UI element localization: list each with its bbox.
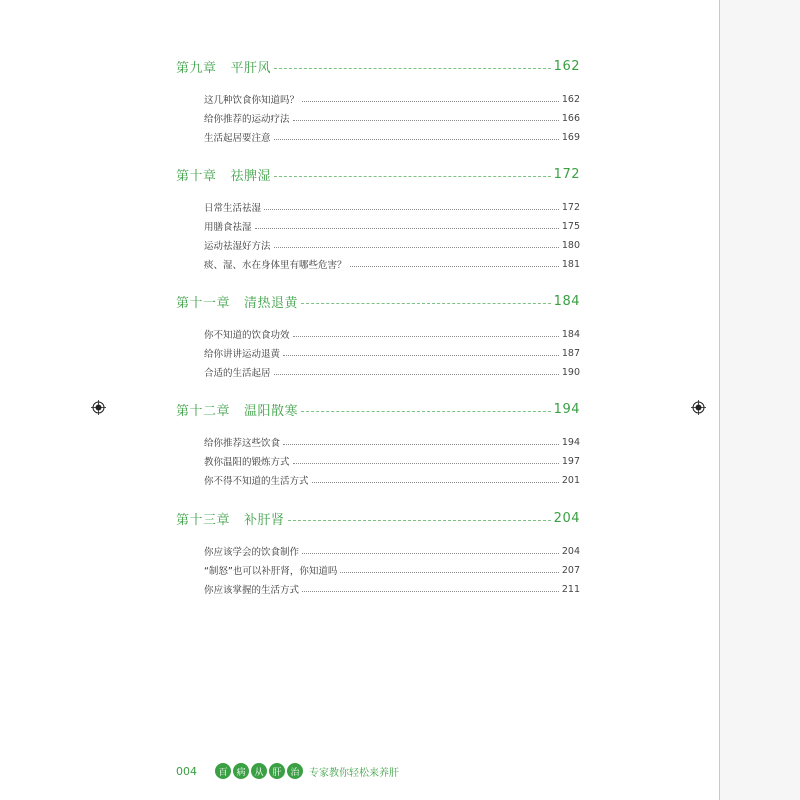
dot-leader <box>288 520 551 521</box>
chapter-number: 第十二章 <box>176 403 231 419</box>
entry-title: 你不得不知道的生活方式 <box>204 476 309 487</box>
toc-entry[interactable] <box>204 326 580 342</box>
dot-leader <box>274 139 559 140</box>
series-char: 肝 <box>269 763 285 779</box>
toc-entry[interactable] <box>204 129 580 145</box>
entry-page: 194 <box>561 436 580 448</box>
dot-leader <box>283 444 559 445</box>
entry-title: 给你推荐的运动疗法 <box>204 114 290 125</box>
entry-title: 运动祛湿好方法 <box>204 241 271 252</box>
dot-leader <box>350 266 559 267</box>
dot-leader <box>301 411 551 412</box>
dot-leader <box>274 247 559 248</box>
chapter-heading[interactable] <box>176 398 580 420</box>
dot-leader <box>302 101 559 102</box>
dot-leader <box>293 463 559 464</box>
entry-title: 痰、湿、水在身体里有哪些危害？ <box>204 260 347 271</box>
toc-entry[interactable] <box>204 581 580 597</box>
series-logo <box>215 763 303 779</box>
toc-entry[interactable] <box>204 110 580 126</box>
entry-title: 生活起居要注意 <box>204 133 271 144</box>
toc-entry[interactable] <box>204 543 580 559</box>
chapter-number: 第十三章 <box>176 512 231 528</box>
dot-leader <box>274 374 559 375</box>
dot-leader <box>264 209 559 210</box>
dot-leader <box>302 591 559 592</box>
entry-title: 你应该掌握的生活方式 <box>204 585 300 596</box>
toc-entry[interactable] <box>204 562 580 578</box>
entry-page: 169 <box>561 131 580 143</box>
chapter-number: 第十一章 <box>176 295 231 311</box>
footer-page-number: 004 <box>176 764 197 778</box>
chapter-title: 温阳散寒 <box>244 403 299 419</box>
series-char: 病 <box>233 763 249 779</box>
page-gutter <box>719 0 800 800</box>
entry-page: 166 <box>561 112 580 124</box>
entry-title: 日常生活祛湿 <box>204 203 262 214</box>
chapter-heading[interactable] <box>176 55 580 77</box>
entry-page: 211 <box>561 583 580 595</box>
entry-title: 给你推荐这些饮食 <box>204 438 281 449</box>
entry-page: 201 <box>561 474 580 486</box>
footer-book-title: 专家教你轻松来养肝 <box>309 767 399 779</box>
entry-page: 197 <box>561 455 580 467</box>
page-footer <box>176 762 399 780</box>
entry-page: 175 <box>561 220 580 232</box>
chapter-heading[interactable] <box>176 163 580 185</box>
series-char: 治 <box>287 763 303 779</box>
series-char: 百 <box>215 763 231 779</box>
entry-page: 172 <box>561 201 580 213</box>
chapter-page: 162 <box>553 58 580 74</box>
entry-title: 教你温阳的锻炼方式 <box>204 457 290 468</box>
dot-leader <box>293 120 559 121</box>
entry-title: 用膳食祛湿 <box>204 222 252 233</box>
entry-title: 你不知道的饮食功效 <box>204 330 290 341</box>
entry-page: 181 <box>561 258 580 270</box>
toc-entry[interactable] <box>204 472 580 488</box>
dot-leader <box>255 228 559 229</box>
dot-leader <box>340 572 559 573</box>
chapter-number: 第十章 <box>176 168 217 184</box>
toc-entry[interactable] <box>204 345 580 361</box>
dot-leader <box>283 355 559 356</box>
chapter-heading[interactable] <box>176 507 580 529</box>
dot-leader <box>293 336 559 337</box>
dot-leader <box>302 553 559 554</box>
entry-title: 你应该学会的饮食制作 <box>204 547 300 558</box>
entry-page: 187 <box>561 347 580 359</box>
toc-entry[interactable] <box>204 91 580 107</box>
toc-entry[interactable] <box>204 434 580 450</box>
chapter-number: 第九章 <box>176 60 217 76</box>
toc-entry[interactable] <box>204 237 580 253</box>
entry-page: 184 <box>561 328 580 340</box>
toc-entry[interactable] <box>204 453 580 469</box>
toc-entry[interactable] <box>204 218 580 234</box>
chapter-heading[interactable] <box>176 290 580 312</box>
chapter-title: 清热退黄 <box>244 295 299 311</box>
series-char: 从 <box>251 763 267 779</box>
chapter-page: 204 <box>553 510 580 526</box>
chapter-title: 补肝肾 <box>244 512 285 528</box>
entry-page: 180 <box>561 239 580 251</box>
dot-leader <box>312 482 559 483</box>
entry-page: 190 <box>561 366 580 378</box>
entry-title: 给你讲讲运动退黄 <box>204 349 281 360</box>
dot-leader <box>274 176 551 177</box>
chapter-page: 184 <box>553 293 580 309</box>
entry-title: “制怒”也可以补肝肾，你知道吗 <box>204 566 338 577</box>
toc-entry[interactable] <box>204 364 580 380</box>
dot-leader <box>274 68 551 69</box>
toc-entry[interactable] <box>204 199 580 215</box>
entry-page: 207 <box>561 564 580 576</box>
chapter-title: 祛脾湿 <box>230 168 272 184</box>
entry-page: 204 <box>561 545 580 557</box>
chapter-page: 172 <box>553 166 580 182</box>
chapter-page: 194 <box>553 401 580 417</box>
entry-title: 这几种饮食你知道吗？ <box>204 95 300 106</box>
toc-entry[interactable] <box>204 256 580 272</box>
entry-title: 合适的生活起居 <box>204 368 271 379</box>
dot-leader <box>301 303 551 304</box>
chapter-title: 平肝风 <box>230 60 272 76</box>
entry-page: 162 <box>561 93 580 105</box>
